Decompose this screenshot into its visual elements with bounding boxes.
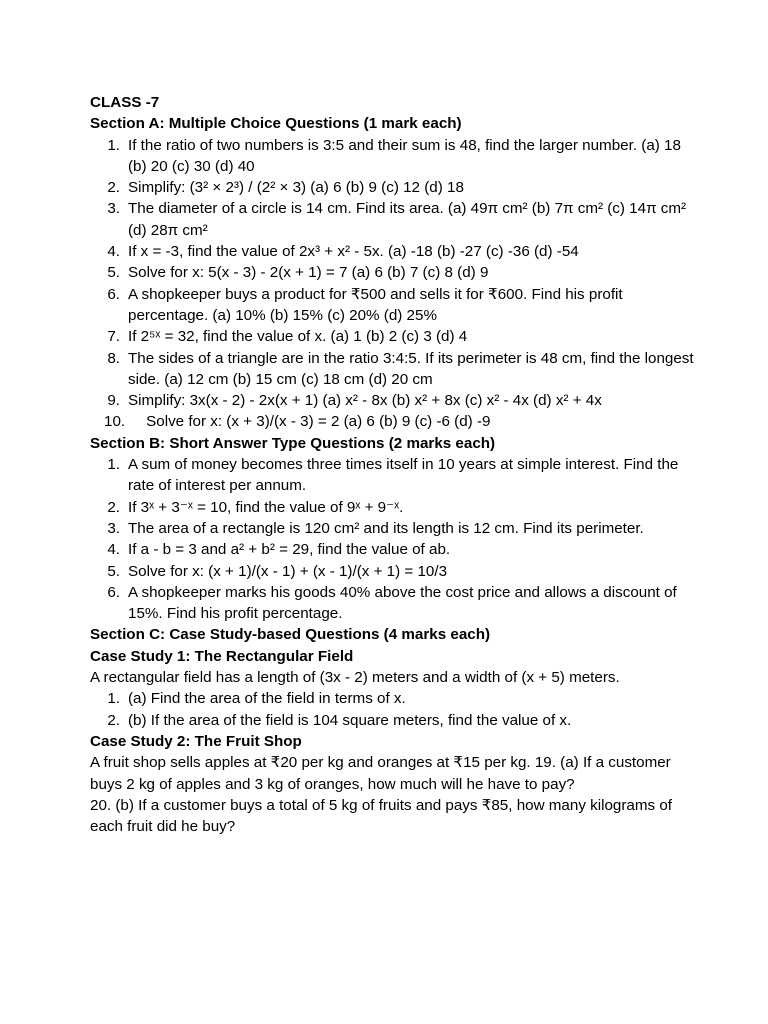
list-item <box>90 582 698 625</box>
question-text: Solve for x: 5(x - 3) - 2(x + 1) = 7 (a) 6 (b) 7 (c) 8 (d) 9 <box>128 264 489 282</box>
question-text: A shopkeeper buys a product for ₹500 and sells it for ₹600. Find his profit percentage. (a) 10% (b) 15% (c) 20% (d) 25% <box>128 285 623 324</box>
list-item <box>90 198 698 241</box>
case-study-1-question-list <box>90 688 698 731</box>
section-b-question-list <box>90 454 698 624</box>
list-item <box>90 539 698 560</box>
list-item <box>90 326 698 347</box>
question-number: 1. <box>107 456 120 474</box>
question-number: 5. <box>107 562 120 580</box>
list-item <box>90 561 698 582</box>
section-c-heading: Section C: Case Study-based Questions (4 marks each) <box>90 626 491 644</box>
question-text: A shopkeeper marks his goods 40% above the cost price and allows a discount of 15%. Find his profit percentage. <box>128 583 677 623</box>
list-item <box>90 390 698 411</box>
question-text: Simplify: (3² × 2³) / (2² × 3) (a) 6 (b) 9 (c) 12 (d) 18 <box>128 179 464 197</box>
list-item <box>90 454 698 497</box>
question-number: 2. <box>107 179 120 197</box>
case-study-1-title: Case Study 1: The Rectangular Field <box>90 647 354 665</box>
question-text: If 3ˣ + 3⁻ˣ = 10, find the value of 9ˣ + 9⁻ˣ. <box>128 498 404 516</box>
question-text: The sides of a triangle are in the ratio 3:4:5. If its perimeter is 48 cm, find the longest side. (a) 12 cm (b) 15 cm (c) 18 cm (d) 20 cm <box>128 349 694 388</box>
question-number: 2. <box>107 711 120 729</box>
question-text: (a) Find the area of the field in terms of x. <box>128 690 406 708</box>
question-text: Simplify: 3x(x - 2) - 2x(x + 1) (a) x² - 8x (b) x² + 8x (c) x² - 4x (d) x² + 4x <box>128 392 602 410</box>
question-text: The area of a rectangle is 120 cm² and its length is 12 cm. Find its perimeter. <box>128 519 644 537</box>
section-b-heading: Section B: Short Answer Type Questions (2 marks each) <box>90 434 496 452</box>
list-item <box>90 262 698 283</box>
list-item <box>90 518 698 539</box>
question-text: Solve for x: (x + 1)/(x - 1) + (x - 1)/(x + 1) = 10/3 <box>128 562 448 580</box>
list-item <box>90 135 698 178</box>
question-text: (b) If the area of the field is 104 square meters, find the value of x. <box>128 711 572 729</box>
question-number: 6. <box>107 583 120 601</box>
class-title: CLASS -7 <box>90 94 160 111</box>
section-a-question-list <box>90 135 698 433</box>
question-number: 6. <box>107 285 120 303</box>
list-item <box>90 497 698 518</box>
question-number: 1. <box>107 136 120 154</box>
question-text: Solve for x: (x + 3)/(x - 3) = 2 (a) 6 (b) 9 (c) -6 (d) -9 <box>146 413 491 431</box>
question-number: 9. <box>107 392 120 410</box>
question-text: If x = -3, find the value of 2x³ + x² - 5x. (a) -18 (b) -27 (c) -36 (d) -54 <box>128 243 579 261</box>
case-study-1-intro: A rectangular field has a length of (3x - 2) meters and a width of (x + 5) meters. <box>90 669 620 687</box>
list-item <box>90 348 698 391</box>
question-number: 10. <box>104 413 126 431</box>
question-number: 2. <box>107 498 120 516</box>
list-item <box>90 284 698 327</box>
question-number: 4. <box>107 243 120 261</box>
list-item <box>90 177 698 198</box>
list-item <box>90 710 698 731</box>
question-text: If a - b = 3 and a² + b² = 29, find the value of ab. <box>128 541 451 559</box>
question-text: The diameter of a circle is 14 cm. Find its area. (a) 49π cm² (b) 7π cm² (c) 14π cm² (d) 28π cm² <box>128 200 687 239</box>
question-number: 1. <box>107 690 120 708</box>
question-number: 3. <box>107 200 120 218</box>
question-text: A sum of money becomes three times itself in 10 years at simple interest. Find the rate of interest per annum. <box>128 456 679 495</box>
question-number: 3. <box>107 519 120 537</box>
question-text: If the ratio of two numbers is 3:5 and their sum is 48, find the larger number. (a) 18 (b) 20 (c) 30 (d) 40 <box>128 136 681 175</box>
list-item <box>90 688 698 709</box>
section-a-heading: Section A: Multiple Choice Questions (1 mark each) <box>90 115 462 133</box>
list-item <box>90 411 698 432</box>
case-study-2-paragraph-1: A fruit shop sells apples at ₹20 per kg and oranges at ₹15 per kg. 19. (a) If a customer buys 2 kg of apples and 3 kg of oranges, how much will he have to pay? <box>90 754 671 793</box>
question-number: 5. <box>107 264 120 282</box>
question-number: 8. <box>107 349 120 367</box>
question-number: 4. <box>107 541 120 559</box>
question-text: If 2⁵ˣ = 32, find the value of x. (a) 1 (b) 2 (c) 3 (d) 4 <box>128 328 468 346</box>
question-number: 7. <box>107 328 120 346</box>
case-study-2-paragraph-2: 20. (b) If a customer buys a total of 5 kg of fruits and pays ₹85, how many kilograms of each fruit did he buy? <box>90 796 672 836</box>
case-study-2-title: Case Study 2: The Fruit Shop <box>90 732 302 750</box>
list-item <box>90 241 698 262</box>
